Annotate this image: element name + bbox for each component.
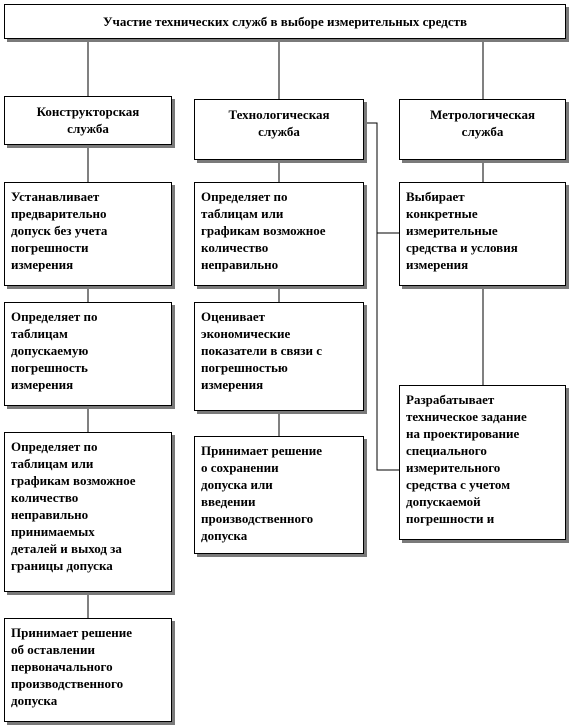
metrology-step-2-text: Разрабатывает техническое задание на проектирование специального измерительного средства с учетом допускаемой погрешности и: [406, 392, 527, 526]
diagram-title: Участие технических служб в выборе измерительных средств: [102, 14, 468, 29]
design-service-label: Конструкторская служба: [36, 104, 140, 136]
metrology-service-header: [399, 99, 566, 160]
design-step-3: [4, 432, 172, 592]
technology-step-3: [194, 436, 364, 554]
technology-step-1: [194, 182, 364, 286]
metrology-step-1: [399, 182, 566, 286]
technology-step-3-text: Принимает решение о сохранении допуска или введении производственного допуска: [201, 443, 322, 543]
technology-step-2: [194, 302, 364, 411]
technology-step-2-text: Оценивает экономические показатели в связи с погрешностью измерения: [201, 309, 323, 392]
title-box: [4, 4, 566, 39]
design-step-1-text: Устанавливает предварительно допуск без учета погрешности измерения: [11, 189, 108, 272]
design-service-header: [4, 96, 172, 145]
design-step-3-text: Определяет по таблицам или графикам возможное количество неправильно принимаемых деталей и выход за границы допуска: [11, 439, 136, 573]
design-step-4-text: Принимает решение об оставлении первоначального производственного допуска: [11, 625, 132, 708]
metrology-service-label: Метрологическая служба: [429, 107, 535, 139]
metrology-step-2: [399, 385, 566, 540]
technology-service-label: Технологическая служба: [228, 107, 330, 139]
design-step-2-text: Определяет по таблицам допускаемую погрешность измерения: [11, 309, 98, 392]
metrology-step-1-text: Выбирает конкретные измерительные средства и условия измерения: [406, 189, 518, 272]
connector-technology-metrology-bracket: [364, 123, 399, 470]
technology-step-1-text: Определяет по таблицам или графикам возможное количество неправильно: [201, 189, 326, 272]
technology-service-header: [194, 99, 364, 160]
design-step-1: [4, 182, 172, 286]
design-step-2: [4, 302, 172, 406]
design-step-4: [4, 618, 172, 722]
